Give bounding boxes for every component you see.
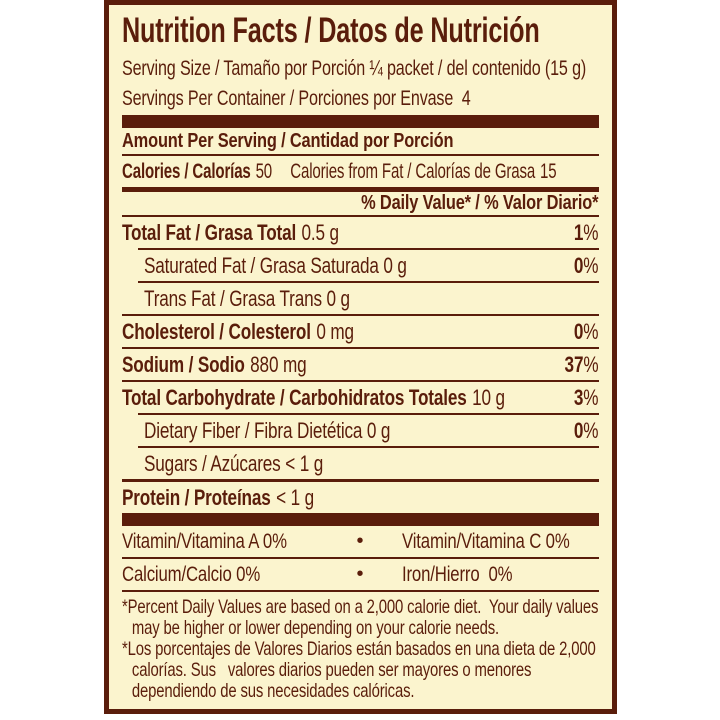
bullet-separator: • bbox=[356, 530, 364, 552]
daily-value-percent: 0% bbox=[573, 319, 599, 344]
serving-size: Serving Size / Tamaño por Porción ¼ packet / del contenido (15 g) bbox=[121, 56, 586, 80]
micronutrient-row-vitamins bbox=[122, 526, 599, 557]
calories-from-fat-label: Calories from Fat / Calorías de Grasa bbox=[289, 159, 535, 183]
calories-row bbox=[122, 156, 599, 187]
calories-from-fat-value: 15 bbox=[539, 159, 556, 183]
footnotes bbox=[122, 597, 599, 702]
nutrient-row-sugars: Sugars / Azúcares < 1 g bbox=[143, 451, 323, 476]
footnote-english: *Percent Daily Values are based on a 2,000 calorie diet. Your daily values may be higher or lower depending on your calorie needs. bbox=[121, 596, 598, 639]
label-title-text: Nutrition Facts / Datos de Nutrición bbox=[121, 11, 540, 50]
label-title bbox=[122, 10, 599, 52]
thick-separator-bar bbox=[122, 115, 599, 128]
daily-value-percent: 3% bbox=[573, 385, 599, 410]
daily-value-percent: 1% bbox=[573, 220, 599, 245]
separator-rule bbox=[122, 590, 599, 592]
nutrient-row-dietary-fiber: Dietary Fiber / Fibra Dietética 0 g 0% bbox=[122, 415, 599, 446]
iron-value: Iron/Hierro 0% bbox=[401, 562, 513, 586]
nutrient-row-trans-fat: Trans Fat / Grasa Trans 0 g bbox=[143, 286, 350, 311]
calcium-value: Calcium/Calcio 0% bbox=[121, 562, 260, 586]
thick-separator-bar bbox=[122, 513, 599, 526]
micronutrient-row-minerals bbox=[122, 559, 599, 590]
calories-value: 50 bbox=[255, 159, 272, 183]
calories-label: Calories / Calorías bbox=[121, 159, 251, 183]
amount-per-serving-heading: Amount Per Serving / Cantidad por Porción bbox=[121, 130, 453, 152]
daily-value-percent: 0% bbox=[573, 418, 599, 443]
nutrient-row-sodium: Sodium / Sodio 880 mg 37% bbox=[122, 349, 599, 380]
nutrient-row-cholesterol: Cholesterol / Colesterol 0 mg 0% bbox=[122, 316, 599, 347]
nutrition-facts-label bbox=[104, 0, 617, 714]
nutrient-row-protein: Protein / Proteínas < 1 g bbox=[121, 485, 314, 510]
servings-per-container: Servings Per Container / Porciones por Envase 4 bbox=[121, 86, 471, 110]
daily-value-percent: 0% bbox=[573, 253, 599, 278]
footnote-spanish: *Los porcentajes de Valores Diarios están basados en una dieta de 2,000 calorías. Sus valores diarios pueden ser mayores o menores dependiendo de sus necesidades calóricas. bbox=[121, 638, 596, 702]
nutrient-row-total-fat: Total Fat / Grasa Total 0.5 g 1% bbox=[122, 217, 599, 248]
daily-value-percent: 37% bbox=[564, 352, 599, 377]
vitamin-a-value: Vitamin/Vitamina A 0% bbox=[121, 529, 287, 553]
nutrient-row-saturated-fat: Saturated Fat / Grasa Saturada 0 g 0% bbox=[122, 250, 599, 281]
bullet-separator: • bbox=[356, 563, 364, 585]
nutrient-row-total-carbohydrate: Total Carbohydrate / Carbohidratos Totales 10 g 3% bbox=[122, 382, 599, 413]
daily-value-heading: % Daily Value* / % Valor Diario* bbox=[361, 192, 599, 214]
vitamin-c-value: Vitamin/Vitamina C 0% bbox=[401, 529, 570, 553]
